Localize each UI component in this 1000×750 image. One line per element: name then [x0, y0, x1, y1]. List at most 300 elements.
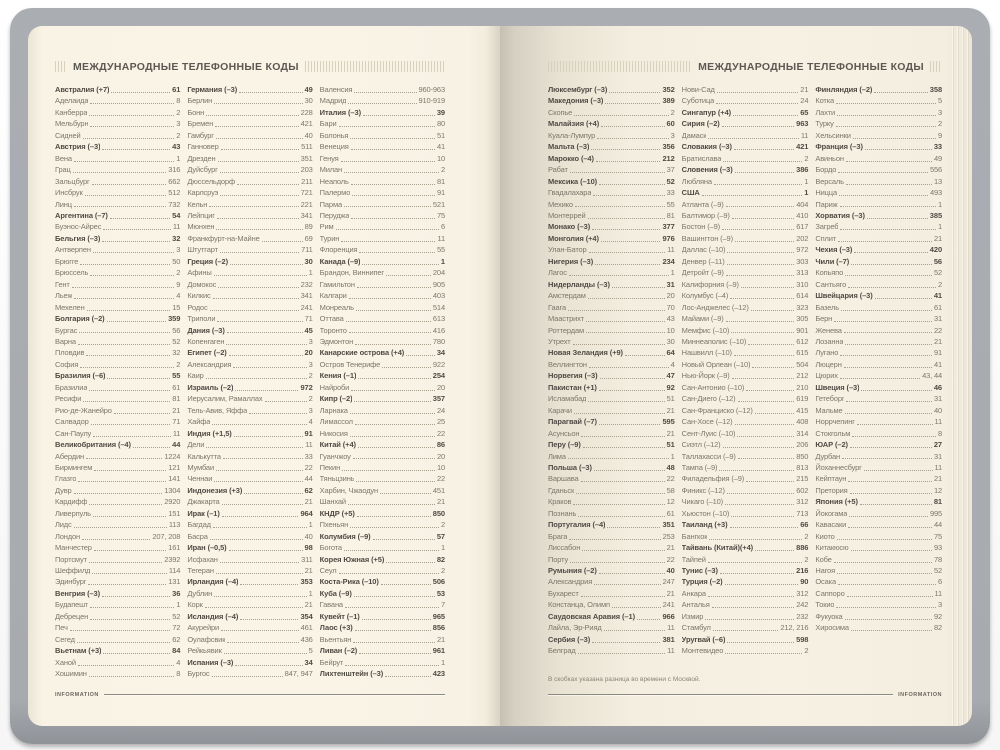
entry-code: 21 [436, 497, 445, 507]
entry-label: Линц [55, 199, 72, 209]
entry-label: Грац [55, 165, 71, 175]
dot-leader [351, 218, 435, 219]
hatch-ornament [55, 61, 67, 72]
city-row [815, 565, 942, 576]
entry-label: Асунсьон [548, 428, 580, 438]
dot-leader [206, 447, 303, 448]
entry-label: Эдмонтон [319, 336, 354, 346]
dot-leader [708, 596, 794, 597]
dot-leader [348, 504, 435, 505]
city-row [187, 588, 312, 599]
entry-code: 21 [172, 405, 181, 415]
entry-label: Бари [319, 119, 337, 129]
city-row [55, 531, 180, 542]
entry-code: 905 [432, 279, 445, 289]
entry-code: 556 [929, 165, 943, 175]
entry-code: 41 [933, 291, 943, 301]
dot-leader [90, 126, 174, 127]
entry-code: 11 [667, 646, 675, 656]
country-row [320, 554, 445, 565]
entry-code: 43 [666, 314, 675, 324]
dot-leader [240, 619, 298, 620]
entry-code: 30 [304, 256, 313, 266]
country-row [320, 531, 445, 542]
country-row [682, 634, 809, 645]
entry-label: Германия (–3) [187, 85, 238, 94]
entry-label: Валенсия [319, 85, 353, 94]
city-row [548, 645, 675, 656]
entry-label: Тунис (–3) [681, 566, 718, 576]
entry-label: Гамбург [187, 130, 214, 140]
entry-label: Монреаль [319, 302, 354, 312]
country-row [55, 233, 180, 244]
city-row [320, 279, 445, 290]
city-row [320, 462, 445, 473]
dot-leader [609, 92, 660, 93]
city-row [548, 393, 675, 404]
dot-leader [92, 573, 167, 574]
entry-code: 612 [796, 336, 809, 346]
entry-label: Бонн [187, 107, 205, 117]
entry-code: 80 [436, 119, 445, 129]
entry-code: 451 [432, 485, 445, 495]
country-row [815, 244, 942, 255]
country-row [187, 508, 312, 519]
entry-code: 22 [436, 428, 445, 438]
entry-code: 1 [308, 520, 313, 530]
city-row [815, 428, 942, 439]
country-row [682, 519, 809, 530]
entry-label: Льеж [55, 291, 73, 301]
entry-label: Кавасаки [815, 520, 847, 530]
country-row [187, 256, 312, 267]
city-row [682, 473, 809, 484]
entry-label: Сантьяго [815, 279, 847, 289]
dot-leader [838, 172, 928, 173]
entry-label: Рио-де-Жанейро [55, 405, 112, 415]
entry-code: 598 [796, 634, 809, 644]
entry-code: 389 [662, 96, 675, 106]
city-row [682, 428, 809, 439]
entry-code: 33 [933, 142, 943, 152]
city-row [320, 382, 445, 393]
entry-code: 21 [304, 497, 313, 507]
entry-code: 48 [666, 462, 675, 472]
entry-code: 207, 208 [152, 531, 181, 541]
entry-label: Брандон, Виннипег [319, 268, 385, 278]
dot-leader [352, 195, 435, 196]
dot-leader [849, 516, 928, 517]
entry-code: 40 [304, 130, 313, 140]
dot-leader [574, 115, 668, 116]
dot-leader [597, 138, 668, 139]
dot-leader [836, 103, 936, 104]
dot-leader [92, 184, 167, 185]
dot-leader [582, 550, 664, 551]
entry-label: Белград [548, 646, 576, 656]
entry-code: 33 [304, 451, 313, 461]
entry-code: 30 [304, 96, 313, 106]
country-row [320, 588, 445, 599]
entry-code: 4 [176, 291, 181, 301]
entry-label: Индия (+1,5) [187, 428, 232, 438]
entry-code: 20 [436, 382, 445, 392]
dot-leader [600, 378, 665, 379]
entry-label: Гавана [319, 600, 343, 610]
dot-leader [864, 470, 933, 471]
entry-label: Джакарта [187, 497, 220, 507]
city-row [320, 496, 445, 507]
entry-code: 66 [800, 520, 809, 530]
entry-label: Гданьск [548, 485, 575, 495]
entry-label: Хьюстон (–10) [681, 508, 730, 518]
city-row [682, 370, 809, 381]
dot-leader [262, 241, 303, 242]
city-row [187, 302, 312, 313]
dot-leader [350, 527, 439, 528]
city-row [55, 176, 180, 187]
entry-code: 55 [666, 199, 675, 209]
entry-label: Харбин, Чжаодун [319, 485, 379, 495]
entry-label: Килкис [187, 291, 211, 301]
dot-leader [73, 172, 167, 173]
entry-label: Буэнос-Айрес [55, 222, 102, 232]
dot-leader [362, 264, 438, 265]
dot-leader [102, 241, 170, 242]
hatch-ornament [548, 61, 692, 72]
entry-label: Атланта (–9) [681, 199, 724, 209]
entry-code: 60 [666, 119, 675, 129]
entry-code: 61 [172, 382, 181, 392]
entry-label: Саппоро [815, 588, 845, 598]
entry-label: Майами (–9) [681, 314, 724, 324]
dot-leader [595, 264, 660, 265]
dot-leader [353, 458, 435, 459]
entry-code: 813 [796, 462, 809, 472]
dot-leader [837, 573, 932, 574]
city-row [815, 95, 942, 106]
city-row [815, 622, 942, 633]
phone-codes-column [682, 84, 809, 657]
entry-code: 86 [436, 440, 445, 450]
entry-code: 780 [432, 336, 445, 346]
city-row [815, 107, 942, 118]
country-row [815, 439, 942, 450]
city-row [548, 473, 675, 484]
entry-label: Скопье [548, 107, 573, 117]
city-row [815, 164, 942, 175]
entry-code: 22 [666, 554, 675, 564]
entry-code: 21 [436, 634, 445, 644]
entry-code: 662 [168, 176, 181, 186]
entry-label: Глазго [55, 474, 77, 484]
dot-leader [341, 161, 435, 162]
country-row [187, 347, 312, 358]
entry-code: 404 [796, 199, 809, 209]
entry-code: 40 [304, 531, 313, 541]
entry-label: Саудовская Аравия (–1) [548, 611, 635, 621]
dot-leader [599, 390, 665, 391]
country-row [548, 634, 675, 645]
country-row [55, 439, 180, 450]
dot-leader [351, 149, 435, 150]
dot-leader [74, 206, 166, 207]
entry-code: 602 [796, 485, 809, 495]
country-row [55, 370, 180, 381]
country-row [548, 233, 675, 244]
entry-code: 2 [804, 153, 809, 163]
entry-label: Пхеньян [319, 520, 349, 530]
entry-label: Тяньцзинь [319, 474, 355, 484]
city-row [548, 164, 675, 175]
city-row [187, 210, 312, 221]
dot-leader [244, 493, 302, 494]
city-row [187, 645, 312, 656]
entry-code: 21 [800, 85, 809, 94]
city-row [682, 554, 809, 565]
city-row [815, 359, 942, 370]
entry-label: Загреб [815, 222, 839, 232]
city-row [815, 485, 942, 496]
entry-label: Китакюсю [815, 543, 849, 553]
country-row [548, 370, 675, 381]
entry-code: 385 [929, 210, 943, 220]
country-row [187, 485, 312, 496]
entry-code: 4 [308, 417, 313, 427]
city-row [682, 313, 809, 324]
entry-label: Тайвань (Китай)(+4) [681, 543, 754, 553]
entry-label: Исламабад [548, 394, 587, 404]
entry-label: Генуя [319, 153, 339, 163]
entry-label: Франкфурт-на-Майне [187, 233, 260, 243]
city-row [55, 118, 180, 129]
dot-leader [569, 275, 669, 276]
city-row [55, 256, 180, 267]
entry-code: 141 [168, 474, 181, 484]
dot-leader [854, 252, 928, 253]
dot-leader [726, 206, 795, 207]
dot-leader [848, 527, 932, 528]
country-row [55, 313, 180, 324]
entry-code: 9 [937, 130, 943, 140]
entry-label: Антверпен [55, 245, 91, 255]
dot-leader [748, 344, 794, 345]
dot-leader [209, 206, 298, 207]
entry-label: Сеул [319, 566, 337, 576]
entry-code: 34 [436, 348, 445, 358]
city-row [815, 370, 942, 381]
entry-code: 11 [437, 233, 445, 243]
dot-leader [850, 447, 932, 448]
entry-code: 21 [304, 566, 313, 576]
city-row [815, 405, 942, 416]
entry-code: 1 [670, 451, 675, 461]
entry-label: Печ [55, 623, 68, 633]
city-row [55, 657, 180, 668]
dot-leader [79, 332, 170, 333]
entry-label: Португалия (–4) [548, 520, 606, 530]
city-row [55, 634, 180, 645]
country-row [548, 462, 675, 473]
entry-label: Дели [187, 440, 205, 450]
country-row [548, 439, 675, 450]
entry-label: Анталья [681, 600, 710, 610]
dot-leader [612, 607, 661, 608]
dot-leader [581, 481, 665, 482]
dot-leader [841, 310, 932, 311]
dot-leader [78, 665, 174, 666]
entry-label: Багдад [187, 520, 211, 530]
city-row [682, 199, 809, 210]
city-row [320, 187, 445, 198]
dot-leader [702, 195, 803, 196]
country-row [815, 496, 942, 507]
entry-code: 47 [666, 371, 675, 381]
dot-leader [265, 401, 307, 402]
entry-label: Таллахасси (–9) [681, 451, 736, 461]
city-row [682, 359, 809, 370]
dot-leader [74, 298, 174, 299]
entry-code: 206 [796, 440, 809, 450]
dot-leader [91, 424, 171, 425]
entry-code: 314 [796, 428, 809, 438]
dot-leader [708, 562, 803, 563]
entry-code: 416 [432, 325, 445, 335]
entry-label: Нови-Сад [681, 85, 715, 94]
dot-leader [350, 138, 435, 139]
entry-label: Мельбурн [55, 119, 89, 129]
entry-code: 45 [304, 325, 313, 335]
dot-leader [705, 619, 794, 620]
entry-code: 356 [662, 142, 675, 152]
city-row [320, 405, 445, 416]
dot-leader [341, 241, 435, 242]
dot-leader [107, 378, 170, 379]
entry-label: Вьетнам (+3) [55, 646, 102, 656]
dot-leader [351, 184, 435, 185]
entry-label: Кардифф [55, 497, 88, 507]
dot-leader [569, 539, 660, 540]
city-row [320, 302, 445, 313]
entry-code: 228 [300, 107, 313, 117]
entry-label: Куба (–9) [319, 588, 352, 598]
entry-label: США [681, 188, 700, 198]
dot-leader [83, 138, 175, 139]
entry-code: 241 [300, 302, 313, 312]
entry-code: 75 [933, 531, 943, 541]
city-row [320, 244, 445, 255]
entry-label: Нью-Йорк (–9) [681, 371, 730, 381]
city-row [682, 588, 809, 599]
city-row [187, 439, 312, 450]
dot-leader [853, 138, 936, 139]
entry-code: 58 [666, 485, 675, 495]
entry-label: Ченнаи [187, 474, 213, 484]
entry-code: 10 [436, 153, 445, 163]
entry-code: 12 [933, 485, 943, 495]
entry-label: Франция (–3) [815, 142, 863, 152]
city-row [187, 118, 312, 129]
city-row [548, 405, 675, 416]
country-row [55, 210, 180, 221]
entry-code: 10 [436, 462, 445, 472]
entry-label: Мальта (–3) [548, 142, 590, 152]
dot-leader [86, 458, 162, 459]
dot-leader [709, 539, 802, 540]
city-row [55, 347, 180, 358]
dot-leader [351, 390, 435, 391]
entry-label: Новый Орлеан (–10) [681, 359, 751, 369]
entry-label: Инсбрук [55, 188, 83, 198]
city-row [815, 302, 942, 313]
entry-label: Колумбия (–9) [319, 531, 371, 541]
entry-code: 61 [666, 508, 675, 518]
dot-leader [573, 344, 665, 345]
dot-leader [339, 126, 435, 127]
dot-leader [716, 103, 798, 104]
entry-code: 10 [666, 325, 675, 335]
entry-code: 89 [304, 222, 313, 232]
city-row [187, 622, 312, 633]
page-title: МЕЖДУНАРОДНЫЕ ТЕЛЕФОННЫЕ КОДЫ [73, 60, 299, 73]
entry-label: Корк [187, 600, 203, 610]
country-row [55, 588, 180, 599]
entry-code: 312 [796, 497, 809, 507]
dot-leader [722, 229, 794, 230]
country-row [548, 565, 675, 576]
dot-leader [842, 458, 932, 459]
city-row [320, 416, 445, 427]
dot-leader [746, 481, 794, 482]
entry-code: 1 [176, 153, 181, 163]
city-row [187, 176, 312, 187]
entry-code: 81 [666, 210, 675, 220]
entry-label: Сан-Паулу [55, 428, 92, 438]
entry-code: 613 [432, 314, 445, 324]
city-row [55, 244, 180, 255]
entry-code: 44 [304, 474, 313, 484]
dot-leader [845, 344, 932, 345]
dot-leader [720, 573, 794, 574]
city-row [682, 221, 809, 232]
city-row [55, 279, 180, 290]
entry-label: Ханой [55, 657, 76, 667]
dot-leader [860, 504, 932, 505]
entry-code: 62 [304, 485, 313, 495]
city-row [815, 451, 942, 462]
dot-leader [103, 653, 170, 654]
entry-code: 410 [796, 210, 809, 220]
entry-label: Остров Тенерифе [319, 359, 381, 369]
entry-code: 221 [300, 199, 313, 209]
dot-leader [212, 424, 306, 425]
dot-leader [237, 184, 299, 185]
entry-code: 8 [937, 428, 943, 438]
entry-code: 98 [304, 543, 313, 553]
city-row [548, 542, 675, 553]
entry-code: 22 [436, 474, 445, 484]
dot-leader [861, 390, 931, 391]
entry-label: Парагвай (–7) [548, 417, 597, 427]
dot-leader [82, 539, 150, 540]
city-row [682, 244, 809, 255]
dot-leader [751, 310, 795, 311]
city-row [187, 336, 312, 347]
entry-code: 312 [796, 588, 809, 598]
country-row [55, 141, 180, 152]
entry-code: 204 [432, 268, 445, 278]
country-row [548, 611, 675, 622]
